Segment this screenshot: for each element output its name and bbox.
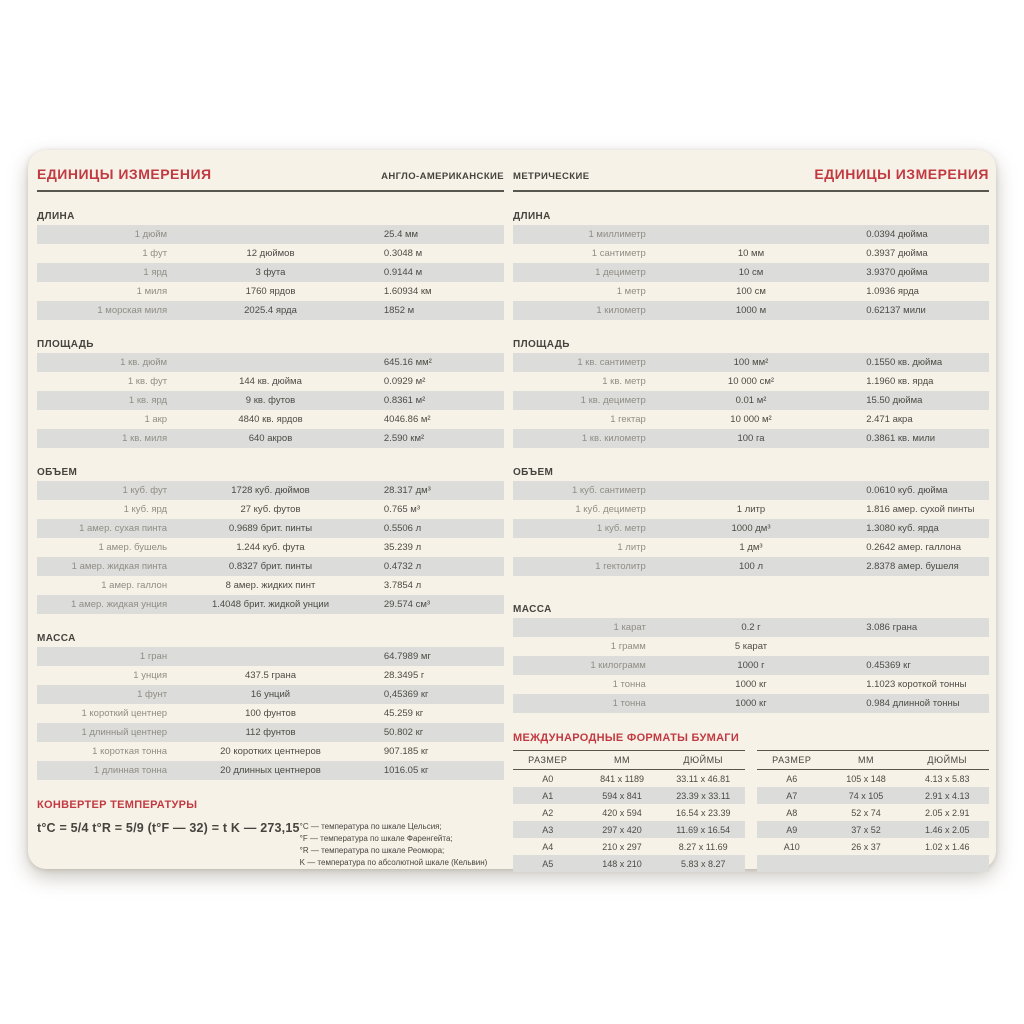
table-cell: 0,45369 кг — [383, 689, 429, 700]
table-cell: 1 кв. дециметр — [580, 395, 646, 406]
table-cell: A5 — [542, 858, 554, 869]
table-cell: 2025.4 ярда — [244, 305, 297, 316]
page-title-right: ЕДИНИЦЫ ИЗМЕРЕНИЯ — [814, 166, 989, 182]
table-cell: 100 фунтов — [245, 708, 296, 719]
table-cell: 10 мм — [737, 248, 765, 259]
table-cell: 1.46 x 2.05 — [924, 824, 970, 835]
table-cell: 1 километр — [596, 305, 646, 316]
table-cell: 1 длинный центнер — [81, 727, 168, 738]
table-cell: 1.1023 короткой тонны — [866, 679, 967, 690]
table-cell: 1 кв. сантиметр — [577, 357, 646, 368]
table-cell: 1 кв. ярд — [128, 395, 168, 406]
table-cell: ДЮЙМЫ — [683, 755, 724, 765]
table-cell: 1 литр — [617, 542, 646, 553]
table-cell: 4.13 x 5.83 — [924, 773, 970, 784]
table-row — [37, 500, 504, 519]
table-row — [513, 637, 989, 656]
table-row — [513, 694, 989, 713]
table-cell: 16.54 x 23.39 — [675, 807, 731, 818]
table-cell: 12 дюймов — [246, 248, 295, 259]
table-row — [513, 656, 989, 675]
table-cell: 3.7854 л — [383, 580, 422, 591]
table-row — [37, 301, 504, 320]
table-row — [37, 410, 504, 429]
table-cell: 11.69 x 16.54 — [676, 824, 731, 835]
table-cell: 1 миллиметр — [588, 229, 646, 240]
paper-table-header-row — [513, 750, 745, 770]
table-cell: 28.3495 г — [383, 670, 425, 681]
table-cell: 112 фунтов — [245, 727, 296, 738]
table-cell: 3.086 грана — [866, 622, 918, 633]
table-row — [513, 410, 989, 429]
temperature-notes — [300, 821, 504, 869]
table-row — [37, 761, 504, 780]
table-cell: 9 кв. футов — [245, 395, 296, 406]
table-cell: 100 мм² — [733, 357, 769, 368]
table-cell: 0.9144 м — [383, 267, 423, 278]
table-row — [513, 282, 989, 301]
table-row — [37, 685, 504, 704]
table-row — [513, 618, 989, 637]
table-row — [513, 804, 745, 821]
table-cell: A10 — [783, 841, 800, 852]
table-cell: 29.574 см³ — [383, 599, 431, 610]
temperature-converter-title: КОНВЕРТЕР ТЕМПЕРАТУРЫ — [37, 799, 198, 811]
section-title: МАССА — [37, 633, 76, 644]
table-row — [37, 742, 504, 761]
table-cell: 1 карат — [613, 622, 646, 633]
section-title: ОБЪЕМ — [37, 467, 78, 478]
table-row — [513, 429, 989, 448]
section-title: ДЛИНА — [37, 211, 75, 222]
table-row — [513, 225, 989, 244]
table-cell: 105 x 148 — [846, 773, 886, 784]
table-cell: 1852 м — [383, 305, 415, 316]
table-row — [37, 391, 504, 410]
table-cell: 1 куб. дециметр — [575, 504, 646, 515]
table-cell: 50.802 кг — [383, 727, 424, 738]
table-cell: 1 короткая тонна — [92, 746, 168, 757]
table-cell: 10 000 м² — [730, 414, 772, 425]
table-cell: 1 куб. метр — [596, 523, 646, 534]
table-cell: 1 литр — [736, 504, 766, 515]
table-cell: 0.8361 м² — [383, 395, 426, 406]
table-cell: 2.8378 амер. бушеля — [866, 561, 959, 572]
temperature-note: °R — температура по шкале Реомюра; — [299, 846, 445, 855]
table-cell: 37 x 52 — [851, 824, 881, 835]
temperature-formula: t°C = 5/4 t°R = 5/9 (t°F — 32) = t K — 273,15 — [37, 821, 300, 835]
table-cell: 144 кв. дюйма — [239, 376, 302, 387]
table-cell: 74 x 105 — [848, 790, 884, 801]
table-cell: 1 грамм — [610, 641, 646, 652]
table-cell: 1.244 куб. фута — [236, 542, 305, 553]
table-cell: 210 x 297 — [602, 841, 642, 852]
table-row — [37, 481, 504, 500]
table-cell: 594 x 841 — [602, 790, 642, 801]
table-cell: 1 кв. миля — [122, 433, 168, 444]
table-cell: 1.3080 куб. ярда — [866, 523, 939, 534]
table-cell: 0.765 м³ — [383, 504, 420, 515]
table-cell: 52 x 74 — [851, 807, 881, 818]
table-cell: 1 гектар — [610, 414, 646, 425]
table-cell: 0.0610 куб. дюйма — [866, 485, 948, 496]
table-cell: 0.45369 кг — [866, 660, 911, 671]
table-cell: 1 амер. бушель — [98, 542, 168, 553]
table-cell: 148 x 210 — [602, 858, 642, 869]
table-cell: 1 амер. жидкая унция — [70, 599, 168, 610]
right-sections — [513, 211, 989, 713]
table-cell: 1 тонна — [612, 698, 646, 709]
unit-section — [513, 211, 989, 320]
table-cell: 1 сантиметр — [591, 248, 646, 259]
table-row — [513, 391, 989, 410]
table-cell: 20 длинных центнеров — [220, 765, 321, 776]
paper-formats-table-a6-a10 — [757, 750, 989, 872]
header-divider — [37, 190, 504, 192]
table-row — [757, 838, 989, 855]
table-cell: 0.8327 брит. пинты — [228, 561, 313, 572]
table-cell: 3 фута — [255, 267, 286, 278]
temperature-note: °F — температура по шкале Фаренгейта; — [299, 834, 453, 843]
reference-page — [28, 150, 996, 869]
table-cell: 1 морская миля — [97, 305, 168, 316]
table-cell: 0.2 г — [741, 622, 761, 633]
table-cell: A9 — [786, 824, 798, 835]
table-cell: 2.05 x 2.91 — [924, 807, 970, 818]
table-cell: 1000 дм³ — [731, 523, 771, 534]
table-cell: 100 см — [736, 286, 766, 297]
temperature-converter-section — [37, 799, 504, 869]
table-cell: A4 — [542, 841, 554, 852]
table-cell: 1 фунт — [137, 689, 168, 700]
table-cell: 1 кв. километр — [581, 433, 646, 444]
page-subtitle-anglo-american: АНГЛО-АМЕРИКАНСКИЕ — [381, 171, 504, 182]
table-cell: 1000 г — [737, 660, 765, 671]
table-cell: 0.9689 брит. пинты — [228, 523, 313, 534]
table-cell: 1.1960 кв. ярда — [866, 376, 934, 387]
table-cell: 1760 ярдов — [245, 286, 296, 297]
table-row — [37, 372, 504, 391]
unit-section — [37, 339, 504, 448]
table-row — [37, 595, 504, 614]
section-title: ОБЪЕМ — [513, 467, 554, 478]
unit-section — [37, 633, 504, 780]
table-row — [37, 429, 504, 448]
table-cell: 0.3937 дюйма — [866, 248, 928, 259]
table-cell: 1 дюйм — [134, 229, 168, 240]
paper-formats-section — [513, 732, 989, 872]
table-cell: 1728 куб. дюймов — [231, 485, 310, 496]
table-cell: 1000 кг — [735, 698, 767, 709]
table-row — [37, 647, 504, 666]
table-cell: 64.7989 мг — [383, 651, 431, 662]
table-cell: A8 — [786, 807, 798, 818]
table-row — [37, 519, 504, 538]
table-row — [757, 855, 989, 872]
table-cell: 16 унций — [250, 689, 291, 700]
table-cell: 1 амер. галлон — [101, 580, 168, 591]
table-cell: 1 короткий центнер — [81, 708, 168, 719]
table-cell: 1 длинная тонна — [93, 765, 168, 776]
table-row — [757, 821, 989, 838]
table-cell: 420 x 594 — [602, 807, 642, 818]
table-cell: 35.239 л — [383, 542, 422, 553]
table-cell: 437.5 грана — [245, 670, 296, 681]
table-cell: 3.9370 дюйма — [866, 267, 928, 278]
section-title: ПЛОЩАДЬ — [37, 339, 94, 350]
table-cell: 100 га — [737, 433, 765, 444]
table-row — [37, 723, 504, 742]
table-row — [513, 372, 989, 391]
anglo-american-column — [37, 150, 504, 869]
table-row — [37, 557, 504, 576]
table-cell: 4840 кв. ярдов — [238, 414, 303, 425]
table-cell: 1016.05 кг — [383, 765, 429, 776]
table-cell: 27 куб. футов — [240, 504, 301, 515]
table-row — [37, 244, 504, 263]
unit-section — [513, 467, 989, 576]
table-row — [37, 225, 504, 244]
table-row — [513, 538, 989, 557]
table-cell: 1 кв. фут — [127, 376, 168, 387]
table-row — [757, 804, 989, 821]
paper-formats-tables — [513, 750, 989, 872]
table-row — [513, 244, 989, 263]
table-cell: 0.3048 м — [383, 248, 423, 259]
table-row — [513, 821, 745, 838]
table-cell: 1 куб. ярд — [123, 504, 168, 515]
table-cell: 0.1550 кв. дюйма — [866, 357, 943, 368]
table-row — [37, 263, 504, 282]
page-subtitle-metric: МЕТРИЧЕСКИЕ — [513, 171, 590, 182]
table-cell: 0.984 длинной тонны — [866, 698, 960, 709]
table-cell: 1.0936 ярда — [866, 286, 919, 297]
table-cell: 45.259 кг — [383, 708, 424, 719]
table-row — [37, 666, 504, 685]
table-row — [513, 770, 745, 787]
table-row — [37, 538, 504, 557]
table-cell: 1 акр — [144, 414, 168, 425]
table-row — [37, 576, 504, 595]
table-cell: 0.01 м² — [735, 395, 767, 406]
table-cell: 0.2642 амер. галлона — [866, 542, 962, 553]
table-cell: 1 тонна — [612, 679, 646, 690]
table-cell: 10 см — [738, 267, 764, 278]
metric-column — [513, 150, 989, 872]
right-column-header — [513, 166, 989, 182]
table-cell: 1 кв. дюйм — [120, 357, 168, 368]
table-cell: A2 — [542, 807, 554, 818]
table-cell: 1 гектолитр — [595, 561, 646, 572]
table-cell: 25.4 мм — [383, 229, 419, 240]
table-cell: 1.816 амер. сухой пинты — [866, 504, 975, 515]
table-cell: 5 карат — [734, 641, 768, 652]
table-cell: 297 x 420 — [602, 824, 642, 835]
table-row — [513, 500, 989, 519]
table-cell: 640 акров — [248, 433, 293, 444]
table-cell: 1 ярд — [143, 267, 168, 278]
table-cell: 1 амер. жидкая пинта — [71, 561, 168, 572]
table-row — [513, 263, 989, 282]
table-cell: 841 x 1189 — [600, 773, 644, 784]
table-row — [513, 301, 989, 320]
table-cell: 1 дециметр — [595, 267, 646, 278]
temperature-converter-body — [37, 821, 504, 869]
unit-section — [37, 467, 504, 614]
table-cell: 26 x 37 — [851, 841, 881, 852]
table-cell: 10 000 см² — [727, 376, 775, 387]
paper-formats-title: МЕЖДУНАРОДНЫЕ ФОРМАТЫ БУМАГИ — [513, 732, 740, 744]
table-cell: A0 — [542, 773, 554, 784]
temperature-note: K — температура по абсолютной шкале (Кельвин) — [299, 858, 488, 867]
unit-section — [37, 211, 504, 320]
table-cell: 2.590 км² — [383, 433, 425, 444]
table-cell: 1 кв. метр — [602, 376, 646, 387]
table-cell: 1 унция — [133, 670, 168, 681]
table-cell: 1.4048 брит. жидкой унции — [211, 599, 330, 610]
table-cell: 23.39 x 33.11 — [676, 790, 731, 801]
table-cell: 907.185 кг — [383, 746, 429, 757]
table-cell: 1 килограмм — [590, 660, 646, 671]
table-row — [513, 675, 989, 694]
table-cell: 1 куб. фут — [122, 485, 168, 496]
table-cell: 8.27 x 11.69 — [678, 841, 728, 852]
table-cell: A7 — [786, 790, 798, 801]
table-row — [513, 557, 989, 576]
paper-table-header-row — [757, 750, 989, 770]
table-cell: 1 амер. сухая пинта — [79, 523, 168, 534]
table-row — [513, 787, 745, 804]
table-cell: РАЗМЕР — [528, 755, 568, 765]
table-cell: 1 дм³ — [739, 542, 763, 553]
paper-formats-table-a0-a5 — [513, 750, 745, 872]
left-sections — [37, 211, 504, 780]
header-divider — [513, 190, 989, 192]
table-cell: 1 метр — [616, 286, 646, 297]
table-cell: 0.5506 л — [383, 523, 422, 534]
table-cell: A3 — [542, 824, 554, 835]
table-row — [513, 855, 745, 872]
table-cell: 5.83 x 8.27 — [680, 858, 726, 869]
table-row — [513, 838, 745, 855]
table-cell: 0.62137 мили — [866, 305, 926, 316]
table-cell: 645.16 мм² — [383, 357, 432, 368]
table-cell: 28.317 дм³ — [383, 485, 431, 496]
table-cell: 2.91 x 4.13 — [924, 790, 970, 801]
table-row — [513, 519, 989, 538]
table-row — [757, 770, 989, 787]
table-cell: A6 — [786, 773, 798, 784]
table-cell: 15.50 дюйма — [866, 395, 923, 406]
table-row — [37, 353, 504, 372]
table-row — [37, 282, 504, 301]
table-cell: 0.0394 дюйма — [866, 229, 928, 240]
unit-section — [513, 339, 989, 448]
table-cell: 0.0929 м² — [383, 376, 426, 387]
table-row — [513, 353, 989, 372]
table-row — [37, 704, 504, 723]
table-cell: 33.11 x 46.81 — [676, 773, 731, 784]
section-title: МАССА — [513, 604, 552, 615]
table-cell: 4046.86 м² — [383, 414, 431, 425]
temperature-note: °C — температура по шкале Цельсия; — [299, 822, 442, 831]
table-cell: 0.4732 л — [383, 561, 422, 572]
section-title: ПЛОЩАДЬ — [513, 339, 570, 350]
table-cell: 1000 м — [735, 305, 767, 316]
table-cell: 100 л — [738, 561, 764, 572]
unit-section — [513, 604, 989, 713]
table-cell: 8 амер. жидких пинт — [225, 580, 316, 591]
table-cell: 1 миля — [136, 286, 168, 297]
section-title: ДЛИНА — [513, 211, 551, 222]
table-cell: ДЮЙМЫ — [927, 755, 968, 765]
table-cell: 1 гран — [139, 651, 168, 662]
page-title-left: ЕДИНИЦЫ ИЗМЕРЕНИЯ — [37, 166, 212, 182]
table-row — [757, 787, 989, 804]
table-cell: ММ — [858, 755, 875, 765]
table-row — [513, 481, 989, 500]
table-cell: 1 куб. сантиметр — [571, 485, 646, 496]
left-column-header — [37, 166, 504, 182]
table-cell: A1 — [542, 790, 554, 801]
table-cell: ММ — [614, 755, 631, 765]
table-cell: 1.60934 км — [383, 286, 432, 297]
table-cell: 1 фут — [142, 248, 168, 259]
table-cell: 20 коротких центнеров — [220, 746, 321, 757]
table-cell: 1000 кг — [735, 679, 767, 690]
table-cell: 2.471 акра — [866, 414, 913, 425]
table-cell: РАЗМЕР — [772, 755, 812, 765]
table-cell: 0.3861 кв. мили — [866, 433, 936, 444]
table-cell: 1.02 x 1.46 — [924, 841, 970, 852]
